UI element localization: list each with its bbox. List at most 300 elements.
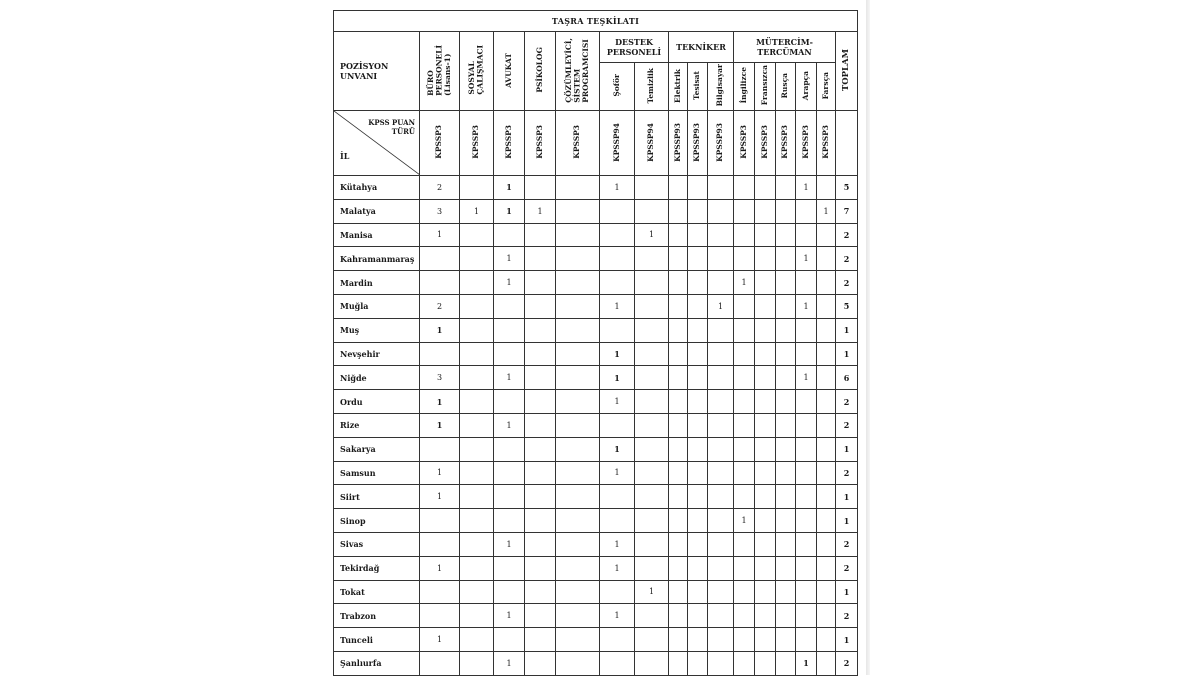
position-count-cell — [688, 294, 708, 318]
position-count-cell — [525, 580, 556, 604]
position-count-cell: 1 — [494, 271, 525, 295]
position-count-cell — [669, 485, 688, 509]
position-count-cell — [556, 580, 600, 604]
position-count-cell — [688, 176, 708, 200]
position-count-cell — [755, 485, 776, 509]
kpss-type-9: KPSSP93 — [708, 111, 734, 176]
position-count-cell: 1 — [460, 199, 494, 223]
row-total: 2 — [836, 604, 858, 628]
position-count-cell — [708, 271, 734, 295]
row-total: 2 — [836, 223, 858, 247]
position-count-cell — [525, 651, 556, 675]
position-count-cell — [734, 199, 755, 223]
position-count-cell — [796, 604, 817, 628]
position-count-cell — [556, 461, 600, 485]
table-row — [334, 318, 858, 342]
position-count-cell — [556, 628, 600, 652]
kpss-type-13: KPSSP3 — [796, 111, 817, 176]
position-count-cell — [600, 628, 635, 652]
position-count-cell — [708, 651, 734, 675]
position-count-cell — [708, 413, 734, 437]
position-count-cell — [460, 342, 494, 366]
position-count-cell — [796, 342, 817, 366]
province-name: Malatya — [334, 199, 420, 223]
position-count-cell — [494, 580, 525, 604]
position-count-cell — [556, 342, 600, 366]
position-count-cell — [525, 366, 556, 390]
position-count-cell — [556, 294, 600, 318]
position-count-cell — [460, 318, 494, 342]
position-count-cell — [669, 628, 688, 652]
position-count-cell — [734, 604, 755, 628]
position-count-cell — [669, 247, 688, 271]
position-count-cell — [669, 294, 688, 318]
table-row — [334, 366, 858, 390]
province-name: Siirt — [334, 485, 420, 509]
position-count-cell: 1 — [494, 532, 525, 556]
position-title-label — [334, 32, 420, 111]
position-count-cell — [460, 509, 494, 533]
province-name: Rize — [334, 413, 420, 437]
position-count-cell — [420, 247, 460, 271]
position-count-cell — [755, 366, 776, 390]
col-head-12: Rusça — [776, 63, 796, 111]
province-name: Nevşehir — [334, 342, 420, 366]
position-count-cell: 1 — [494, 651, 525, 675]
position-count-cell — [556, 532, 600, 556]
position-count-cell — [734, 580, 755, 604]
col-head-total: TOPLAM — [836, 32, 858, 111]
position-count-cell — [817, 509, 836, 533]
position-count-cell — [817, 176, 836, 200]
table-row — [334, 199, 858, 223]
position-count-cell: 1 — [600, 176, 635, 200]
position-count-cell — [776, 318, 796, 342]
position-count-cell — [556, 247, 600, 271]
table-row — [334, 342, 858, 366]
position-count-cell: 1 — [494, 176, 525, 200]
position-count-cell — [817, 342, 836, 366]
position-count-cell — [556, 556, 600, 580]
position-count-cell — [755, 651, 776, 675]
row-total: 1 — [836, 437, 858, 461]
position-count-cell: 1 — [796, 294, 817, 318]
col-head-4: ÇÖZÜMLEYİCİ, SİSTEM PROGRAMCISI — [556, 32, 600, 111]
position-count-cell: 1 — [600, 461, 635, 485]
kpss-score-type-label: KPSS PUAN TÜRÜ — [368, 118, 415, 136]
position-count-cell — [669, 199, 688, 223]
position-count-cell — [734, 628, 755, 652]
position-count-cell — [525, 509, 556, 533]
position-count-cell — [525, 461, 556, 485]
position-count-cell: 1 — [734, 509, 755, 533]
position-count-cell: 1 — [796, 366, 817, 390]
position-count-cell — [420, 509, 460, 533]
position-count-cell — [635, 628, 669, 652]
position-count-cell — [734, 413, 755, 437]
position-count-cell — [776, 509, 796, 533]
position-count-cell — [796, 390, 817, 414]
row-total: 2 — [836, 271, 858, 295]
province-name: Tokat — [334, 580, 420, 604]
position-count-cell — [420, 604, 460, 628]
position-count-cell — [669, 271, 688, 295]
row-total: 1 — [836, 628, 858, 652]
position-count-cell — [708, 580, 734, 604]
position-count-cell — [755, 509, 776, 533]
position-count-cell: 2 — [420, 294, 460, 318]
position-count-cell — [688, 413, 708, 437]
col-head-8: Tesisat — [688, 63, 708, 111]
position-count-cell: 1 — [494, 199, 525, 223]
position-count-cell — [688, 199, 708, 223]
row-total: 1 — [836, 342, 858, 366]
position-count-cell — [600, 223, 635, 247]
position-count-cell — [669, 413, 688, 437]
position-count-cell — [525, 437, 556, 461]
kpss-type-3: KPSSP3 — [525, 111, 556, 176]
position-count-cell — [755, 223, 776, 247]
position-count-cell — [460, 437, 494, 461]
kpss-type-1: KPSSP3 — [460, 111, 494, 176]
position-count-cell — [734, 556, 755, 580]
kpss-type-2: KPSSP3 — [494, 111, 525, 176]
position-count-cell — [817, 366, 836, 390]
position-count-cell — [635, 532, 669, 556]
position-count-cell — [494, 294, 525, 318]
province-name: Trabzon — [334, 604, 420, 628]
position-count-cell — [600, 485, 635, 509]
position-count-cell — [460, 556, 494, 580]
province-name: Sakarya — [334, 437, 420, 461]
position-count-cell — [525, 556, 556, 580]
position-count-cell — [460, 628, 494, 652]
position-count-cell: 1 — [600, 604, 635, 628]
position-count-cell — [755, 390, 776, 414]
position-count-cell — [460, 604, 494, 628]
position-count-cell — [600, 199, 635, 223]
province-name: Kütahya — [334, 176, 420, 200]
table-row — [334, 176, 858, 200]
row-total: 2 — [836, 556, 858, 580]
position-count-cell — [755, 580, 776, 604]
col-head-6: Temizlik — [635, 63, 669, 111]
position-count-cell — [776, 223, 796, 247]
position-count-cell — [708, 199, 734, 223]
col-head-10: İngilizce — [734, 63, 755, 111]
position-count-cell — [776, 342, 796, 366]
position-count-cell — [460, 176, 494, 200]
position-count-cell — [556, 509, 600, 533]
kpss-type-12: KPSSP3 — [776, 111, 796, 176]
position-count-cell: 1 — [817, 199, 836, 223]
table-row — [334, 651, 858, 675]
row-total: 1 — [836, 509, 858, 533]
position-count-cell — [460, 485, 494, 509]
position-count-cell — [708, 604, 734, 628]
position-count-cell: 1 — [600, 294, 635, 318]
position-count-cell — [688, 628, 708, 652]
table-row — [334, 247, 858, 271]
position-count-cell — [708, 342, 734, 366]
col-head-5: Şoför — [600, 63, 635, 111]
position-count-cell — [817, 294, 836, 318]
position-count-cell — [600, 413, 635, 437]
position-count-cell — [420, 271, 460, 295]
province-name: Manisa — [334, 223, 420, 247]
col-head-11: Fransızca — [755, 63, 776, 111]
position-count-cell — [817, 556, 836, 580]
position-count-cell: 1 — [708, 294, 734, 318]
row-total: 2 — [836, 651, 858, 675]
col-head-2: AVUKAT — [494, 32, 525, 111]
position-count-cell — [460, 651, 494, 675]
position-count-cell — [525, 247, 556, 271]
position-count-cell — [525, 390, 556, 414]
position-count-cell — [460, 247, 494, 271]
position-count-cell — [776, 461, 796, 485]
row-total: 2 — [836, 532, 858, 556]
position-count-cell — [708, 366, 734, 390]
position-count-cell — [635, 556, 669, 580]
position-count-cell — [734, 294, 755, 318]
position-count-cell — [796, 628, 817, 652]
position-count-cell — [600, 580, 635, 604]
province-name: Muğla — [334, 294, 420, 318]
position-count-cell — [796, 413, 817, 437]
position-count-cell — [755, 342, 776, 366]
row-total: 1 — [836, 580, 858, 604]
position-count-cell — [525, 532, 556, 556]
position-count-cell — [635, 509, 669, 533]
position-count-cell — [817, 247, 836, 271]
position-count-cell — [460, 271, 494, 295]
position-count-cell — [755, 532, 776, 556]
table-row — [334, 413, 858, 437]
kpss-type-4: KPSSP3 — [556, 111, 600, 176]
position-count-cell — [669, 556, 688, 580]
position-count-cell — [776, 366, 796, 390]
table-body — [334, 176, 858, 676]
position-count-cell — [494, 318, 525, 342]
position-count-cell — [776, 176, 796, 200]
col-head-9: Bilgisayar — [708, 63, 734, 111]
position-count-cell — [556, 223, 600, 247]
position-count-cell — [525, 294, 556, 318]
table-title: TAŞRA TEŞKİLATI — [334, 11, 858, 32]
position-count-cell — [420, 651, 460, 675]
position-count-cell — [688, 509, 708, 533]
row-total: 7 — [836, 199, 858, 223]
position-count-cell — [635, 604, 669, 628]
position-title-text: POZİSYON UNVANI — [340, 61, 389, 81]
position-count-cell: 1 — [494, 604, 525, 628]
position-count-cell — [635, 199, 669, 223]
position-count-cell — [817, 413, 836, 437]
provincial-positions-table — [333, 10, 858, 676]
row-total: 1 — [836, 485, 858, 509]
position-count-cell — [755, 604, 776, 628]
table-row — [334, 294, 858, 318]
position-count-cell — [635, 271, 669, 295]
position-count-cell — [817, 580, 836, 604]
position-count-cell — [708, 532, 734, 556]
position-count-cell: 1 — [494, 413, 525, 437]
province-name: Mardin — [334, 271, 420, 295]
position-count-cell — [796, 199, 817, 223]
row-total: 5 — [836, 176, 858, 200]
row-total: 2 — [836, 461, 858, 485]
position-count-cell — [669, 532, 688, 556]
position-count-cell — [669, 223, 688, 247]
col-head-1: SOSYAL ÇALIŞMACI — [460, 32, 494, 111]
table-row — [334, 509, 858, 533]
position-count-cell — [776, 271, 796, 295]
col-head-7: Elektrik — [669, 63, 688, 111]
position-count-cell — [669, 580, 688, 604]
position-count-cell — [688, 604, 708, 628]
position-count-cell — [776, 390, 796, 414]
position-count-cell: 1 — [600, 342, 635, 366]
group-mutercim: MÜTERCİM-TERCÜMAN — [734, 32, 836, 63]
row-total: 2 — [836, 247, 858, 271]
table-row — [334, 390, 858, 414]
position-count-cell — [420, 580, 460, 604]
position-count-cell — [776, 437, 796, 461]
position-count-cell — [817, 318, 836, 342]
province-name: Kahramanmaraş — [334, 247, 420, 271]
position-count-cell — [669, 342, 688, 366]
row-total: 6 — [836, 366, 858, 390]
position-count-cell — [420, 437, 460, 461]
position-count-cell — [708, 247, 734, 271]
position-count-cell — [525, 223, 556, 247]
position-count-cell — [688, 318, 708, 342]
position-count-cell — [460, 580, 494, 604]
position-count-cell — [556, 199, 600, 223]
position-count-cell: 1 — [420, 390, 460, 414]
position-count-cell — [669, 509, 688, 533]
position-count-cell — [669, 318, 688, 342]
row-total: 2 — [836, 390, 858, 414]
position-count-cell: 1 — [600, 390, 635, 414]
position-count-cell — [669, 366, 688, 390]
position-count-cell — [600, 271, 635, 295]
position-count-cell — [708, 223, 734, 247]
position-count-cell — [635, 651, 669, 675]
position-count-cell — [460, 366, 494, 390]
position-count-cell — [796, 271, 817, 295]
position-count-cell — [494, 461, 525, 485]
table-row — [334, 461, 858, 485]
kpss-corner-cell — [334, 111, 420, 176]
position-count-cell — [460, 461, 494, 485]
position-count-cell: 1 — [600, 556, 635, 580]
position-count-cell — [688, 247, 708, 271]
position-count-cell — [600, 509, 635, 533]
position-count-cell — [688, 366, 708, 390]
position-count-cell — [734, 532, 755, 556]
position-count-cell — [494, 223, 525, 247]
position-count-cell — [776, 294, 796, 318]
position-count-cell — [755, 199, 776, 223]
position-count-cell — [734, 247, 755, 271]
province-name: Sivas — [334, 532, 420, 556]
position-count-cell — [460, 223, 494, 247]
position-count-cell — [817, 223, 836, 247]
position-count-cell — [688, 556, 708, 580]
position-count-cell — [776, 199, 796, 223]
kpss-total-blank — [836, 111, 858, 176]
position-count-cell: 1 — [600, 366, 635, 390]
position-count-cell — [556, 604, 600, 628]
position-count-cell — [556, 390, 600, 414]
position-count-cell — [669, 461, 688, 485]
position-count-cell — [755, 294, 776, 318]
kpss-type-8: KPSSP93 — [688, 111, 708, 176]
table-row — [334, 223, 858, 247]
position-count-cell — [688, 485, 708, 509]
position-count-cell — [525, 604, 556, 628]
position-count-cell — [525, 342, 556, 366]
position-count-cell: 1 — [734, 271, 755, 295]
position-count-cell — [817, 628, 836, 652]
position-count-cell — [776, 556, 796, 580]
position-count-cell — [817, 651, 836, 675]
position-count-cell — [688, 390, 708, 414]
position-count-cell: 1 — [600, 437, 635, 461]
position-count-cell — [525, 318, 556, 342]
position-count-cell — [494, 437, 525, 461]
position-count-cell: 1 — [420, 556, 460, 580]
position-count-cell — [734, 223, 755, 247]
position-count-cell — [755, 556, 776, 580]
province-name: Tekirdağ — [334, 556, 420, 580]
position-count-cell — [635, 294, 669, 318]
kpss-type-10: KPSSP3 — [734, 111, 755, 176]
position-count-cell — [734, 651, 755, 675]
position-count-cell — [708, 509, 734, 533]
position-count-cell — [525, 628, 556, 652]
position-count-cell — [669, 437, 688, 461]
position-count-cell: 1 — [796, 247, 817, 271]
position-count-cell — [776, 651, 796, 675]
position-count-cell: 1 — [494, 366, 525, 390]
table-row — [334, 628, 858, 652]
scan-edge — [866, 0, 870, 675]
position-count-cell — [556, 413, 600, 437]
province-label: İL — [340, 151, 350, 161]
position-count-cell — [556, 485, 600, 509]
position-count-cell — [460, 390, 494, 414]
table-row — [334, 437, 858, 461]
position-count-cell — [688, 223, 708, 247]
kpss-type-14: KPSSP3 — [817, 111, 836, 176]
position-count-cell — [776, 532, 796, 556]
position-count-cell: 1 — [494, 247, 525, 271]
position-count-cell — [734, 342, 755, 366]
position-count-cell: 1 — [420, 413, 460, 437]
position-count-cell — [688, 651, 708, 675]
province-name: Sinop — [334, 509, 420, 533]
table-row — [334, 485, 858, 509]
province-name: Muş — [334, 318, 420, 342]
position-count-cell — [635, 318, 669, 342]
group-destek: DESTEK PERSONELİ — [600, 32, 669, 63]
col-head-3: PSİKOLOG — [525, 32, 556, 111]
position-count-cell — [734, 366, 755, 390]
position-count-cell — [556, 366, 600, 390]
